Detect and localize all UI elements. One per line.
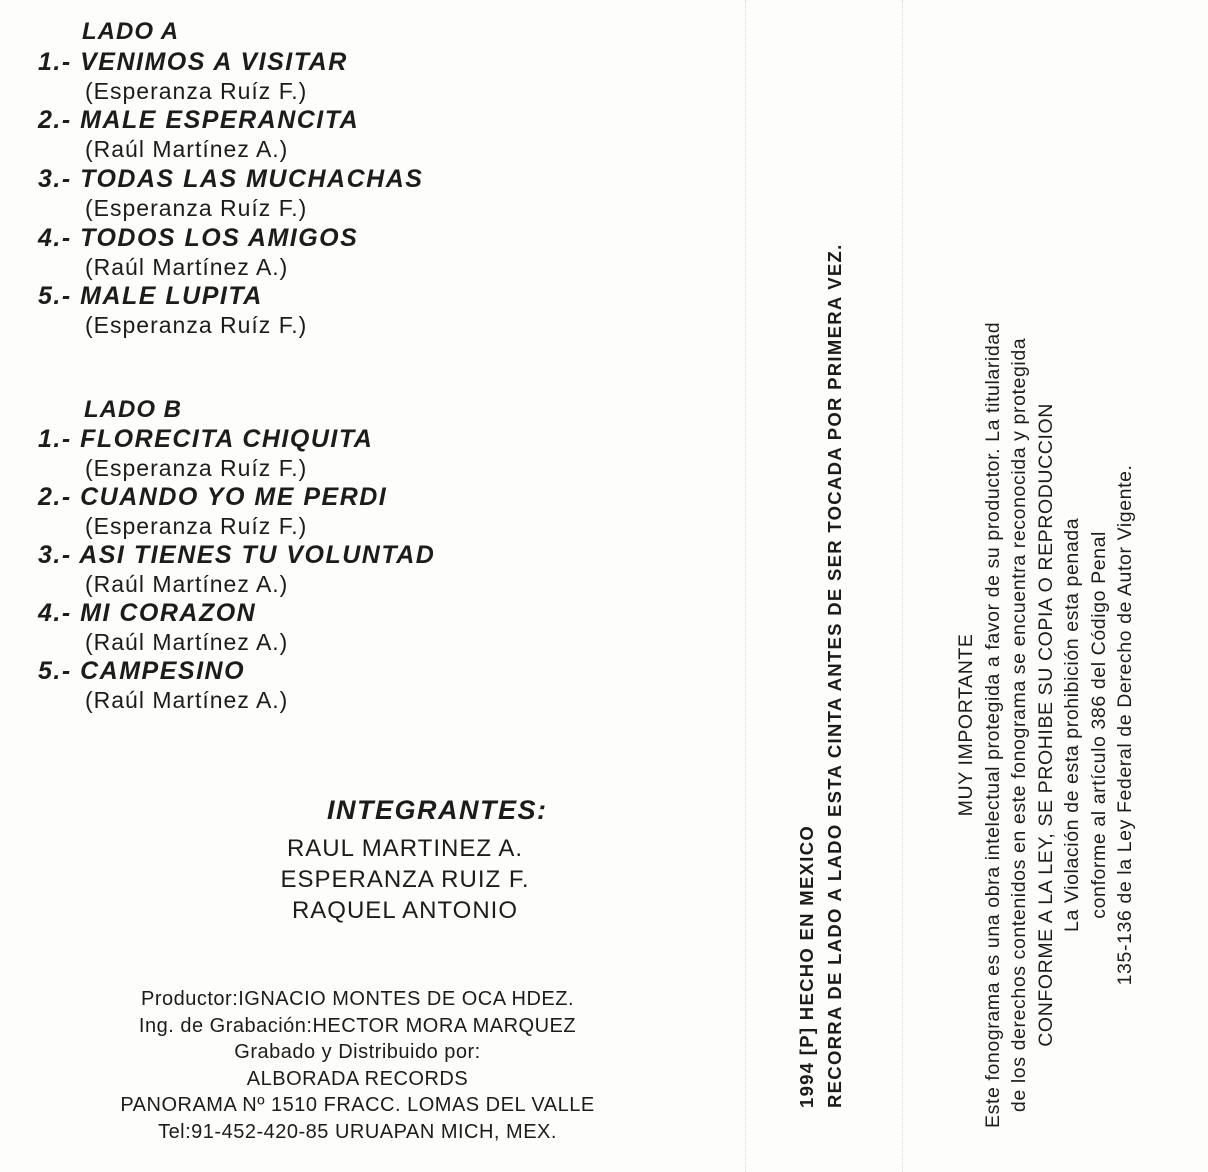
engineer-line: Ing. de Grabación:HECTOR MORA MARQUEZ (138, 1014, 577, 1037)
notice-line: de los derechos contenidos en este fonograma se encuentra reconocida y protegida (1008, 337, 1030, 1113)
fold-line-right (902, 0, 903, 1172)
track-author: (Esperanza Ruíz F.) (85, 78, 308, 104)
fold-line-left (745, 0, 746, 1172)
track-author: (Raúl Martínez A.) (85, 136, 289, 162)
track-author: (Raúl Martínez A.) (85, 254, 289, 280)
track-author: (Raúl Martínez A.) (85, 571, 289, 597)
track-title: 2.- CUANDO YO ME PERDI (38, 483, 388, 511)
track-author: (Esperanza Ruíz F.) (85, 455, 308, 481)
track-title: 3.- ASI TIENES TU VOLUNTAD (38, 541, 436, 569)
address-line: PANORAMA Nº 1510 FRACC. LOMAS DEL VALLE (120, 1094, 595, 1116)
notice-line: La Violación de esta prohibición esta penada (1061, 517, 1083, 932)
track-author: (Esperanza Ruíz F.) (85, 195, 308, 221)
track-list-item (38, 541, 435, 599)
track-title: 2.- MALE ESPERANCITA (38, 106, 360, 134)
members-list (205, 833, 605, 926)
track-author: (Esperanza Ruíz F.) (85, 312, 308, 338)
integrantes-heading: INTEGRANTES: (327, 795, 548, 825)
track-title: 4.- TODOS LOS AMIGOS (38, 224, 359, 252)
side-b-heading: LADO B (84, 396, 182, 423)
notice-line: conforme al artículo 386 del Código Penal (1087, 531, 1110, 919)
track-list-item (38, 657, 288, 715)
track-author: (Raúl Martínez A.) (85, 629, 289, 655)
track-title: 1.- FLORECITA CHIQUITA (38, 425, 374, 453)
track-list-item (38, 483, 387, 541)
track-list-item (38, 165, 423, 223)
track-title: 4.- MI CORAZON (38, 599, 257, 627)
phone-line: Tel:91-452-420-85 URUAPAN MICH, MEX. (158, 1120, 557, 1143)
spine-copyright-line: 1994 [P] HECHO EN MEXICO (796, 824, 817, 1108)
track-list-item (38, 48, 348, 106)
track-author: (Esperanza Ruíz F.) (85, 513, 308, 539)
credits-block (50, 986, 665, 1145)
notice-title: MUY IMPORTANTE (955, 633, 977, 817)
member-name: RAUL MARTINEZ A. (286, 835, 524, 862)
notice-line: 135-136 de la Ley Federal de Derecho de Autor Vigente. (1114, 464, 1136, 986)
track-title: 5.- CAMPESINO (38, 657, 246, 685)
producer-line: Productor:IGNACIO MONTES DE OCA HDEZ. (140, 988, 575, 1010)
spine-text (793, 243, 849, 1108)
distributor-label: Grabado y Distribuido por: (234, 1041, 481, 1063)
label-name: ALBORADA RECORDS (246, 1067, 469, 1090)
member-name: ESPERANZA RUIZ F. (280, 866, 530, 893)
track-title: 5.- MALE LUPITA (38, 282, 263, 310)
track-list-item (38, 106, 359, 164)
legal-notice (953, 322, 1139, 1128)
track-author: (Raúl Martínez A.) (85, 687, 289, 713)
track-list-item (38, 282, 307, 340)
track-list-item (38, 599, 288, 657)
notice-line: Este fonograma es una obra intelectual protegida a favor de su productor. La titularidad (981, 321, 1004, 1128)
side-a-heading: LADO A (82, 18, 180, 45)
track-title: 3.- TODAS LAS MUCHACHAS (38, 165, 424, 193)
member-name: RAQUEL ANTONIO (291, 897, 519, 924)
track-list-item (38, 425, 373, 483)
track-list-item (38, 224, 358, 282)
spine-rewind-notice: RECORRA DE LADO A LADO ESTA CINTA ANTES DE SER TOCADA POR PRIMERA VEZ. (824, 243, 845, 1108)
track-title: 1.- VENIMOS A VISITAR (38, 48, 348, 76)
notice-line: CONFORME A LA LEY, SE PROHIBE SU COPIA O REPRODUCCION (1034, 403, 1057, 1047)
